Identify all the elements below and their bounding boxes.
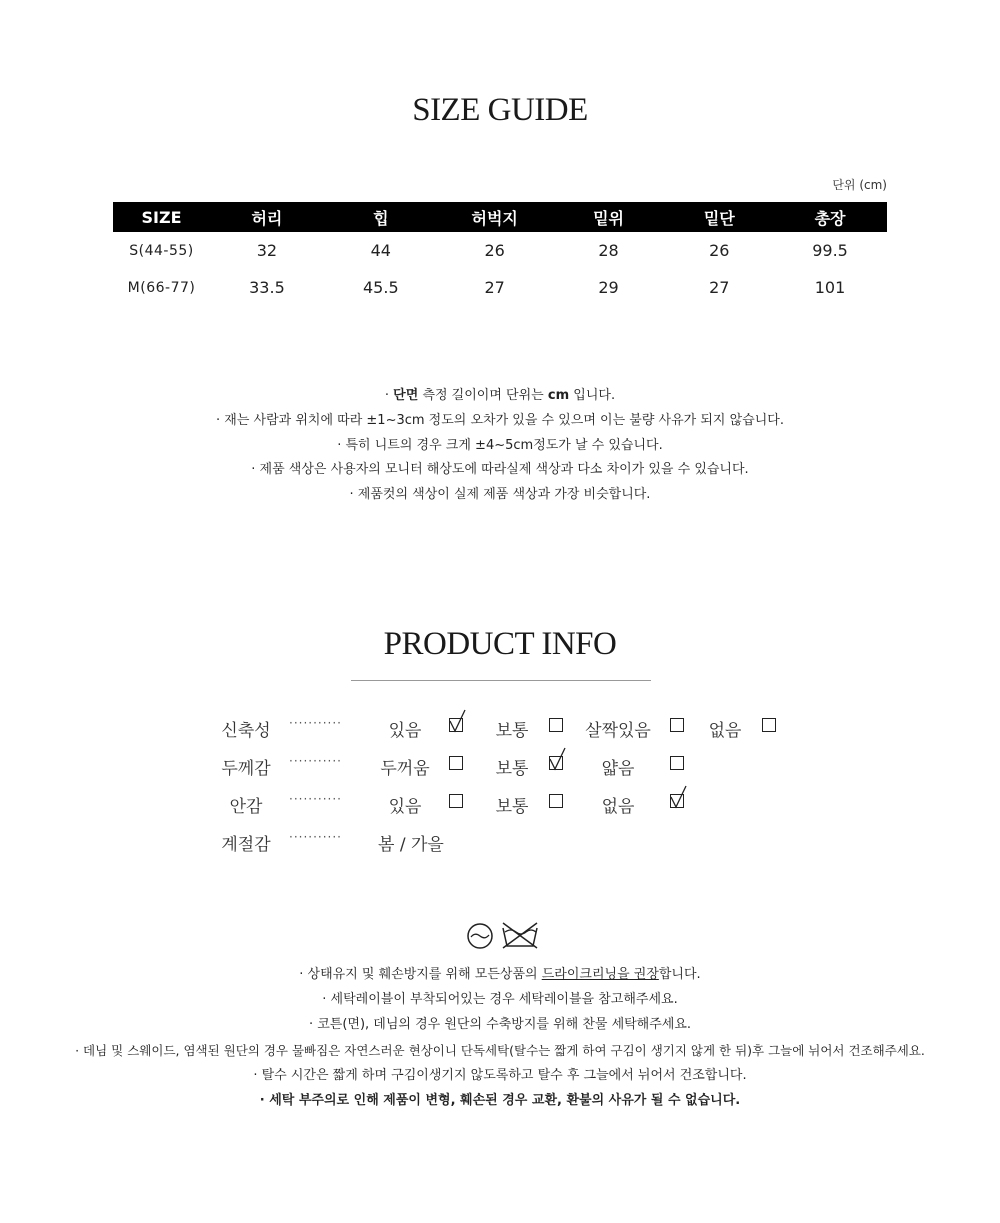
- option-label: 없음: [708, 721, 742, 741]
- thickness-row: [0, 746, 1000, 784]
- lining-row: [0, 784, 1000, 822]
- leader-dots: ···········: [289, 830, 342, 844]
- thickness-label: 두께감: [221, 759, 271, 779]
- length-cell: 101: [814, 278, 846, 297]
- note-line: · 제품컷의 색상이 실제 제품 색상과 가장 비슷합니다.: [349, 487, 651, 503]
- checkbox[interactable]: [670, 756, 684, 770]
- option-label: 없음: [601, 797, 635, 817]
- note-line: · 재는 사람과 위치에 따라 ±1~3cm 정도의 오차가 있을 수 있으며 이는 불량 사유가 되지 않습니다.: [216, 412, 784, 428]
- hem-cell: 27: [709, 278, 730, 297]
- option-label: 보통: [495, 759, 529, 779]
- option-label: 있음: [388, 797, 422, 817]
- note-unit: cm: [547, 388, 570, 403]
- checkmark-icon: [669, 784, 689, 810]
- size-table: [113, 202, 887, 306]
- dry-clean-icon: [466, 922, 494, 950]
- size-notes: [0, 384, 1000, 508]
- rise-cell: 28: [598, 241, 619, 260]
- header-thigh: 허벅지: [438, 202, 552, 232]
- hem-cell: 26: [709, 241, 730, 260]
- waist-cell: 33.5: [249, 278, 285, 297]
- checkmark-icon: [548, 746, 568, 772]
- leader-dots: ···········: [289, 754, 342, 768]
- checkbox-checked[interactable]: [549, 756, 563, 770]
- note-bullet: ·: [384, 388, 390, 403]
- care-warning: · 세탁 부주의로 인해 제품이 변형, 훼손된 경우 교환, 환불의 사유가 될 수 없습니다.: [259, 1093, 741, 1109]
- option-label: 있음: [388, 721, 422, 741]
- note-line: [0, 384, 1000, 409]
- size-guide-title: SIZE GUIDE: [412, 92, 588, 128]
- hip-cell: 45.5: [363, 278, 399, 297]
- care-line: · 데님 및 스웨이드, 염색된 원단의 경우 물빠짐은 자연스러운 현상이니 단독세탁(탈수는 짧게 하여 구김이 생기지 않게 한 뒤)후 그늘에 뉘어서 건조해주세요.: [75, 1042, 925, 1058]
- waist-cell: 32: [256, 241, 278, 260]
- stretch-row: [0, 708, 1000, 746]
- option-label: 얇음: [601, 759, 635, 779]
- length-cell: 99.5: [812, 241, 848, 260]
- header-hem: 밑단: [666, 202, 774, 232]
- stretch-label: 신축성: [221, 721, 271, 741]
- note-line: · 특히 니트의 경우 크게 ±4~5cm정도가 날 수 있습니다.: [337, 437, 663, 453]
- checkbox[interactable]: [549, 794, 563, 808]
- leader-dots: ···········: [289, 716, 342, 730]
- size-cell: S(44-55): [129, 242, 194, 259]
- thigh-cell: 26: [484, 241, 505, 260]
- thigh-cell: 27: [484, 278, 505, 297]
- header-hip: 힙: [324, 202, 438, 232]
- option-label: 보통: [495, 721, 529, 741]
- divider: [351, 680, 651, 681]
- option-label: 보통: [495, 797, 529, 817]
- checkbox-checked[interactable]: [449, 718, 463, 732]
- checkbox[interactable]: [449, 794, 463, 808]
- header-size: SIZE: [113, 202, 210, 232]
- header-rise: 밑위: [552, 202, 666, 232]
- care-line: · 탈수 시간은 짧게 하며 구김이생기지 않도록하고 탈수 후 그늘에서 뉘어서 건조합니다.: [253, 1067, 747, 1083]
- note-bold-term: 단면: [393, 388, 419, 403]
- note-text: 측정 길이이며 단위는: [422, 388, 544, 403]
- care-line: · 코튼(면), 데님의 경우 원단의 수축방지를 위해 찬물 세탁해주세요.: [308, 1017, 692, 1033]
- checkbox[interactable]: [549, 718, 563, 732]
- care-text: · 상태유지 및 훼손방지를 위해 모든상품의: [299, 967, 538, 982]
- hip-cell: 44: [370, 241, 391, 260]
- table-header-row: [113, 202, 887, 232]
- table-row: [113, 269, 887, 306]
- note-text: 입니다.: [573, 388, 616, 403]
- care-text: 합니다.: [658, 967, 701, 982]
- header-length: 총장: [773, 202, 887, 232]
- rise-cell: 29: [598, 278, 619, 297]
- season-label: 계절감: [221, 835, 271, 855]
- lining-label: 안감: [229, 797, 263, 817]
- care-line: · 세탁레이블이 부착되어있는 경우 세탁레이블을 참고해주세요.: [322, 992, 678, 1008]
- season-row: [0, 822, 1000, 860]
- header-waist: 허리: [210, 202, 324, 232]
- care-line: [0, 962, 1000, 987]
- checkbox[interactable]: [762, 718, 776, 732]
- checkbox[interactable]: [670, 718, 684, 732]
- unit-label: 단위 (cm): [832, 178, 887, 192]
- season-value: 봄 / 가을: [378, 835, 444, 855]
- checkbox-checked[interactable]: [670, 794, 684, 808]
- size-cell: M(66-77): [127, 279, 196, 296]
- option-label: 두꺼움: [380, 759, 430, 779]
- care-notes: [0, 962, 1000, 1113]
- note-line: · 제품 색상은 사용자의 모니터 해상도에 따라실제 색상과 다소 차이가 있을 수 있습니다.: [251, 462, 749, 478]
- care-highlight: 드라이크리닝을 권장: [541, 967, 659, 982]
- leader-dots: ···········: [289, 792, 342, 806]
- option-label: 살짝있음: [585, 721, 651, 741]
- checkbox[interactable]: [449, 756, 463, 770]
- checkmark-icon: [448, 708, 468, 734]
- no-wash-icon: [500, 920, 540, 950]
- product-info-title: PRODUCT INFO: [383, 626, 617, 662]
- table-row: [113, 232, 887, 269]
